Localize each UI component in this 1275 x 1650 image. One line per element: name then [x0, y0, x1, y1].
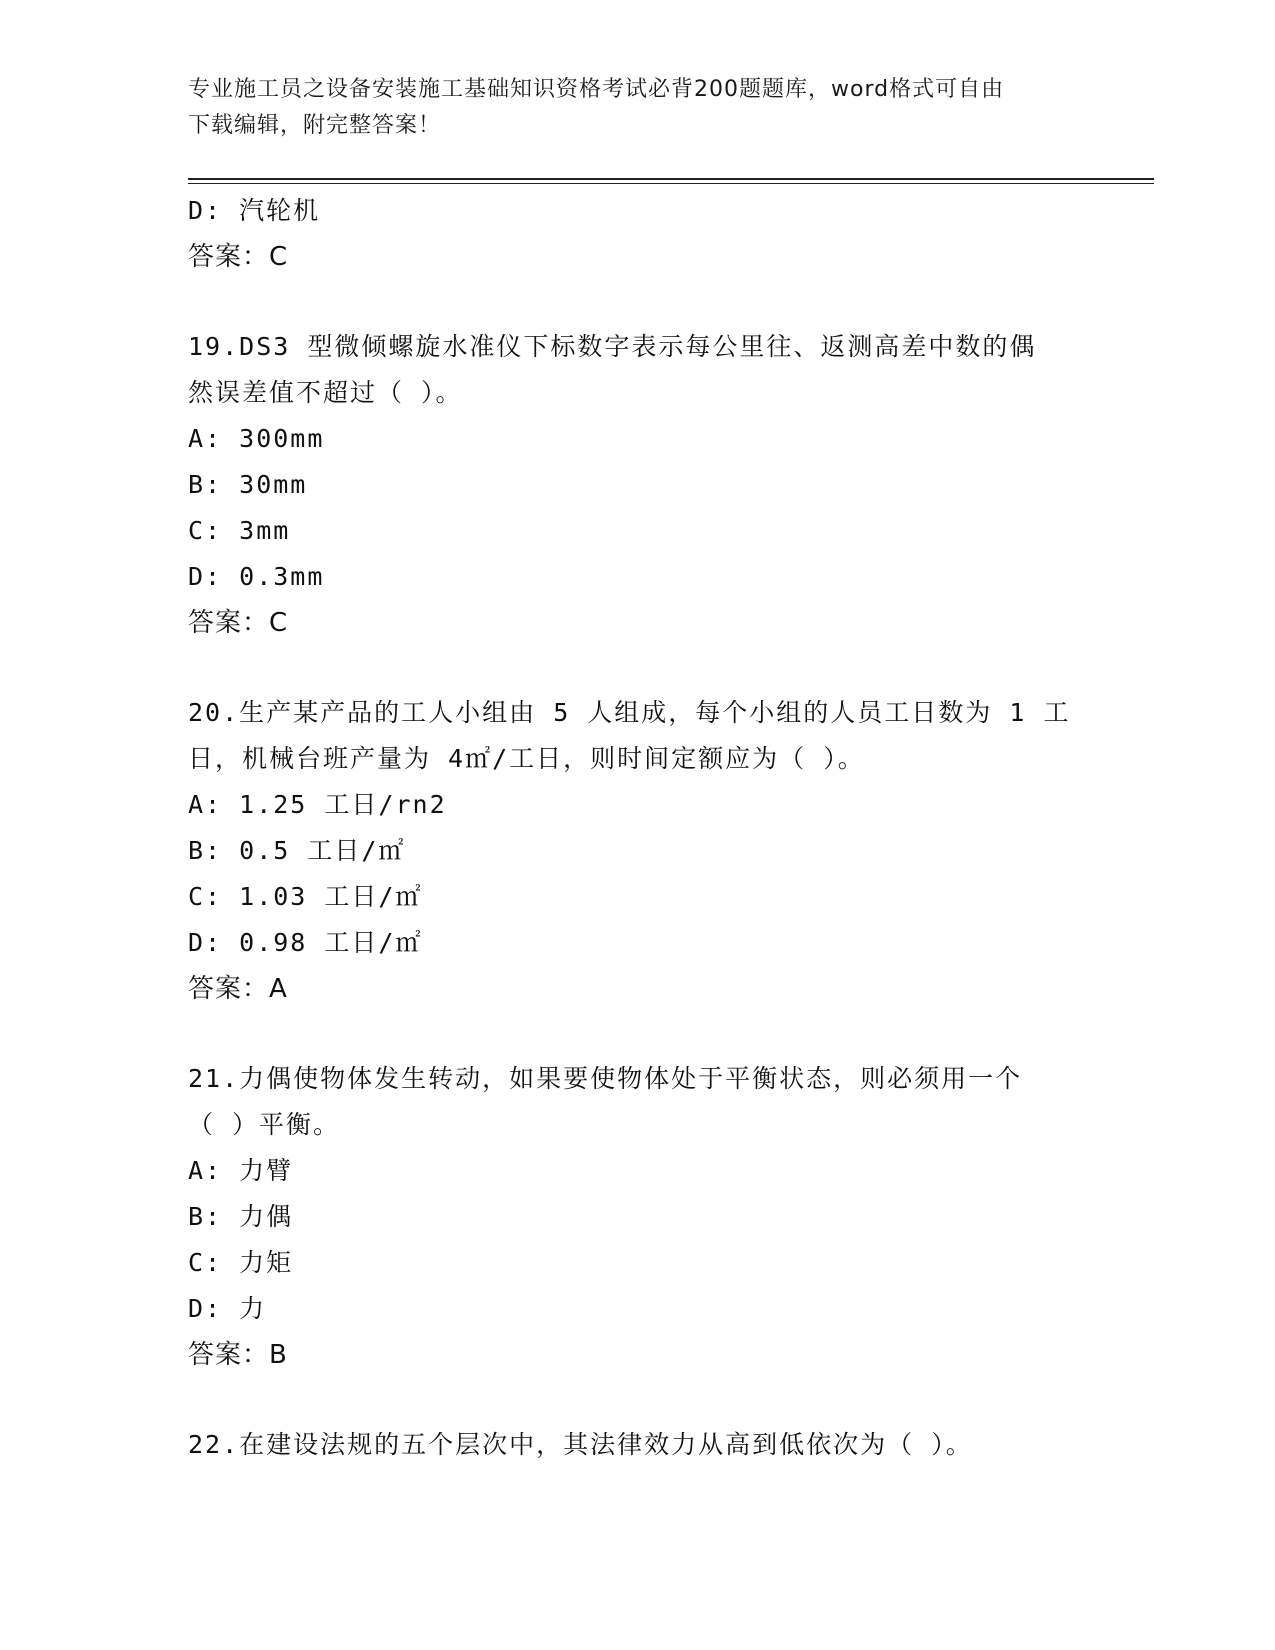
answer-line: 答案：A — [188, 974, 288, 1004]
question-stem: 22.在建设法规的五个层次中，其法律效力从高到低依次为（ ）。 — [188, 1430, 973, 1459]
header-line-1: 专业施工员之设备安装施工基础知识资格考试必背200题题库，word格式可自由 — [188, 77, 1005, 102]
answer-line: 答案：C — [188, 242, 289, 272]
question-stem: 20.生产某产品的工人小组由 5 人组成，每个小组的人员工日数为 1 工 — [188, 698, 1071, 727]
header-line-2: 下载编辑，附完整答案！ — [188, 113, 442, 138]
option-c: C: 3mm — [188, 516, 291, 545]
option-c: C: 力矩 — [188, 1248, 294, 1277]
question-stem: 日，机械台班产量为 4㎡/工日，则时间定额应为（ ）。 — [188, 744, 865, 773]
option-d: D: 力 — [188, 1294, 267, 1323]
option-d: D: 汽轮机 — [188, 196, 321, 225]
question-stem: 然误差值不超过（ ）。 — [188, 378, 463, 407]
question-19 — [188, 324, 1088, 416]
question-stem: 19.DS3 型微倾螺旋水准仪下标数字表示每公里往、返测高差中数的偶 — [188, 332, 1037, 361]
document-header — [188, 72, 1068, 144]
option-d: D: 0.98 工日/㎡ — [188, 928, 423, 957]
question-20 — [188, 690, 1088, 782]
option-c: C: 1.03 工日/㎡ — [188, 882, 423, 911]
question-list — [188, 188, 1088, 1468]
option-a: A: 1.25 工日/rn2 — [188, 790, 447, 819]
option-b: B: 0.5 工日/㎡ — [188, 836, 406, 865]
option-a: A: 力臂 — [188, 1156, 294, 1185]
question-21 — [188, 1056, 1088, 1148]
option-d: D: 0.3mm — [188, 562, 325, 591]
option-b: B: 力偶 — [188, 1202, 294, 1231]
option-b: B: 30mm — [188, 470, 308, 499]
header-divider-thick — [188, 178, 1154, 180]
option-a: A: 300mm — [188, 424, 325, 453]
question-22 — [188, 1422, 1088, 1468]
question-stem: 21.力偶使物体发生转动，如果要使物体处于平衡状态，则必须用一个 — [188, 1064, 1023, 1093]
header-divider-thin — [188, 183, 1154, 184]
answer-line: 答案：B — [188, 1340, 288, 1370]
answer-line: 答案：C — [188, 608, 289, 638]
question-stem: （ ）平衡。 — [188, 1110, 341, 1139]
